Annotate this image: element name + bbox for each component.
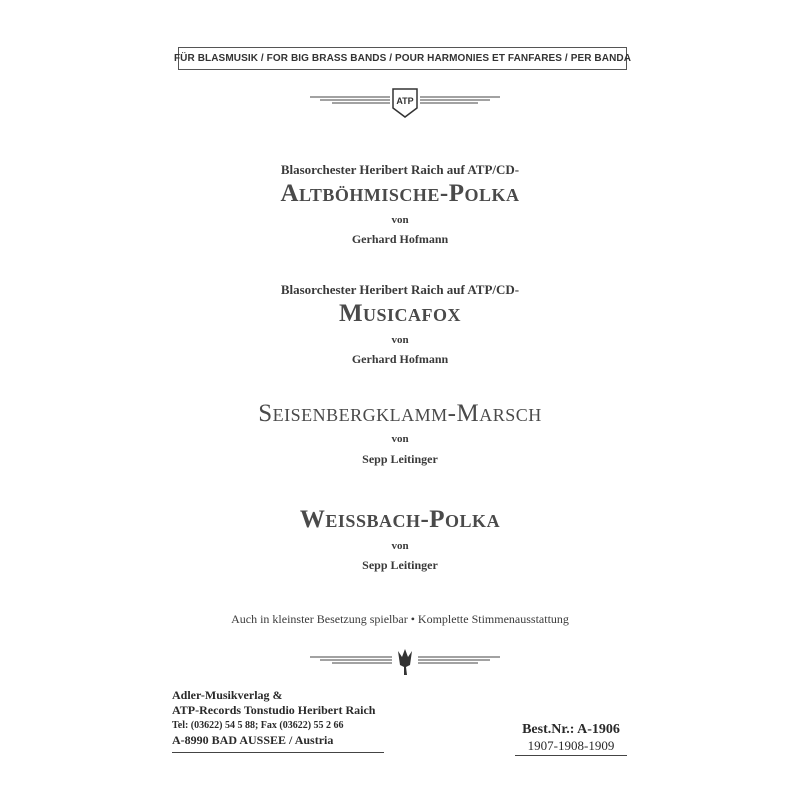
piece-3-von: von xyxy=(391,433,409,445)
publisher-address xyxy=(172,688,396,762)
phone-fax: Tel: (03622) 54 5 88; Fax (03622) 55 2 66 xyxy=(172,720,344,731)
atp-logo-ornament xyxy=(310,86,500,120)
order-range: 1907-1908-1909 xyxy=(515,738,627,756)
piece-4-title: Weissbach-Polka xyxy=(299,506,501,533)
instrumentation-note: Auch in kleinster Besetzung spielbar • Komplette Stimmenausstattung xyxy=(231,612,569,626)
piece-1-von: von xyxy=(391,214,409,226)
piece-3-composer: Sepp Leitinger xyxy=(362,452,438,466)
piece-4-composer: Sepp Leitinger xyxy=(362,558,438,572)
piece-2-von: von xyxy=(391,334,409,346)
eagle-logo-icon xyxy=(310,645,500,679)
piece-2-intro: Blasorchester Heribert Raich auf ATP/CD- xyxy=(280,282,520,297)
postal-address: A-8990 BAD AUSSEE / Austria xyxy=(172,733,334,747)
piece-1-title: Altböhmische-Polka xyxy=(280,180,520,207)
atp-logo-icon xyxy=(310,86,500,120)
piece-3-title: Seisenbergklamm-Marsch xyxy=(258,400,542,427)
order-number: Best.Nr.: A-1906 xyxy=(522,722,620,737)
piece-1-composer: Gerhard Hofmann xyxy=(351,232,449,246)
category-banner: FÜR BLASMUSIK / FOR BIG BRASS BANDS / POUR HARMONIES ET FANFARES / PER BANDA xyxy=(178,47,627,70)
eagle-logo-ornament xyxy=(310,645,500,679)
piece-2-title: Musicafox xyxy=(338,300,462,327)
studio-name: ATP-Records Tonstudio Heribert Raich xyxy=(172,703,376,717)
piece-1-intro: Blasorchester Heribert Raich auf ATP/CD- xyxy=(280,162,520,177)
piece-4-von: von xyxy=(391,540,409,552)
order-number-block xyxy=(515,722,627,756)
svg-text:ATP: ATP xyxy=(396,96,414,106)
publisher-name: Adler-Musikverlag & xyxy=(172,688,283,702)
address-underline xyxy=(172,752,384,753)
piece-2-composer: Gerhard Hofmann xyxy=(351,352,449,366)
